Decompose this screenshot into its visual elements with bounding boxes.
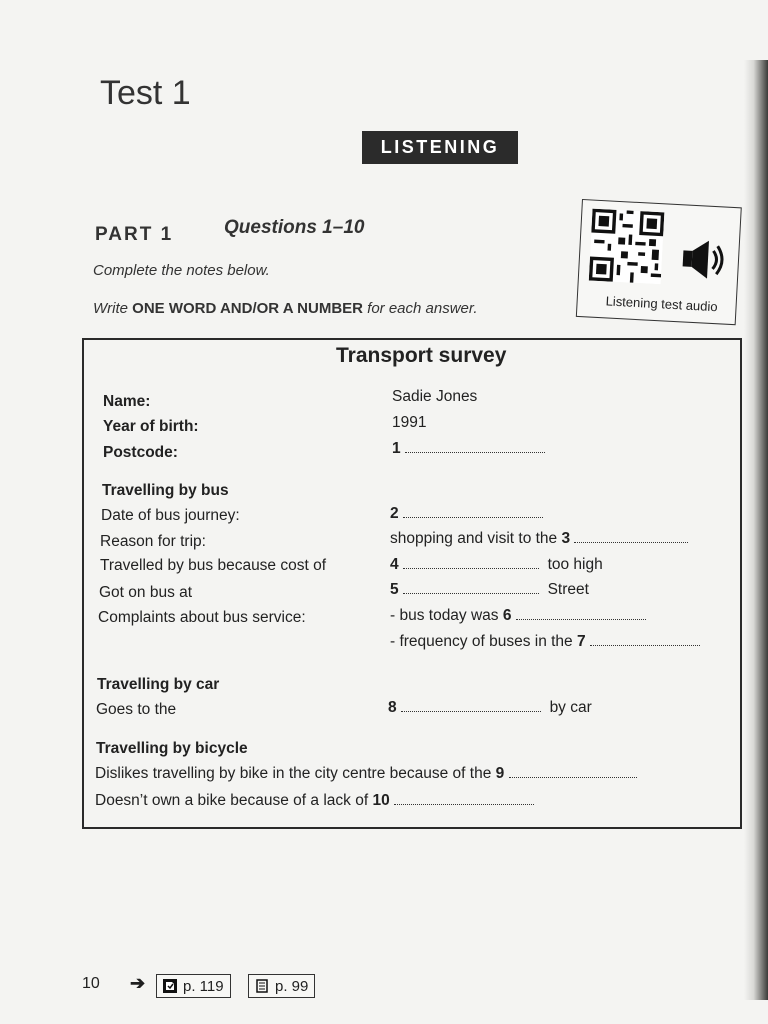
answer-blank-4[interactable] bbox=[403, 556, 539, 569]
answer-blank-6[interactable] bbox=[516, 607, 646, 620]
arrow-right-icon: ➔ bbox=[130, 973, 146, 993]
section-badge: LISTENING bbox=[362, 131, 518, 164]
instruction-complete: Complete the notes below. bbox=[93, 262, 270, 279]
car-goes-label: Goes to the bbox=[96, 701, 177, 718]
answer-blank-1[interactable] bbox=[405, 440, 545, 453]
question-8-line[interactable]: 8 by car bbox=[388, 699, 592, 716]
audio-link-box[interactable] bbox=[576, 199, 742, 325]
answer-blank-10[interactable] bbox=[394, 792, 534, 805]
answer-blank-9[interactable] bbox=[509, 765, 637, 778]
bus-reason-label: Reason for trip: bbox=[100, 533, 206, 550]
answer-blank-3[interactable] bbox=[574, 530, 688, 543]
instruction-write: Write ONE WORD AND/OR A NUMBER for each answer. bbox=[93, 300, 478, 317]
question-3-line[interactable]: shopping and visit to the 3 bbox=[390, 530, 688, 548]
notes-title: Transport survey bbox=[336, 344, 507, 367]
bus-heading: Travelling by bus bbox=[102, 482, 229, 499]
question-10-line[interactable]: Doesn’t own a bike because of a lack of 10 bbox=[95, 792, 534, 810]
transcript-reference[interactable]: p. 99 bbox=[248, 974, 315, 998]
postcode-label: Postcode: bbox=[103, 444, 178, 461]
speaker-icon[interactable] bbox=[679, 235, 727, 283]
audio-caption: Listening test audio bbox=[605, 293, 718, 315]
answer-blank-8[interactable] bbox=[401, 699, 541, 712]
answer-blank-5[interactable] bbox=[403, 581, 539, 594]
bus-got-label: Got on bus at bbox=[99, 584, 193, 601]
car-heading: Travelling by car bbox=[97, 676, 220, 693]
question-7-line[interactable]: - frequency of buses in the 7 bbox=[390, 633, 700, 651]
question-2-blank[interactable]: 2 bbox=[390, 505, 543, 523]
bus-cost-label: Travelled by bus because cost of bbox=[100, 557, 327, 574]
questions-range: Questions 1–10 bbox=[224, 217, 365, 238]
part-label: PART 1 bbox=[95, 224, 174, 245]
qr-code-icon[interactable] bbox=[589, 209, 665, 285]
year-label: Year of birth: bbox=[103, 418, 199, 435]
question-5-line[interactable]: 5 Street bbox=[390, 581, 589, 598]
question-6-line[interactable]: - bus today was 6 bbox=[390, 607, 646, 625]
name-value: Sadie Jones bbox=[392, 388, 478, 405]
answer-blank-2[interactable] bbox=[403, 505, 543, 518]
page-number: 10 bbox=[82, 975, 100, 992]
answer-key-icon bbox=[163, 979, 177, 993]
year-value: 1991 bbox=[392, 414, 427, 431]
question-9-line[interactable]: Dislikes travelling by bike in the city centre because of the 9 bbox=[95, 765, 637, 783]
bicycle-heading: Travelling by bicycle bbox=[96, 740, 248, 757]
answer-blank-7[interactable] bbox=[590, 633, 700, 646]
question-1-blank[interactable]: 1 bbox=[392, 440, 545, 458]
test-title: Test 1 bbox=[100, 74, 191, 112]
question-4-line[interactable]: 4 too high bbox=[390, 556, 603, 573]
answer-key-reference[interactable]: p. 119 bbox=[156, 974, 231, 998]
bus-complaints-label: Complaints about bus service: bbox=[98, 609, 306, 626]
book-spine bbox=[744, 60, 768, 1000]
bus-date-label: Date of bus journey: bbox=[101, 507, 240, 524]
transcript-icon bbox=[255, 979, 269, 993]
name-label: Name: bbox=[103, 393, 151, 410]
